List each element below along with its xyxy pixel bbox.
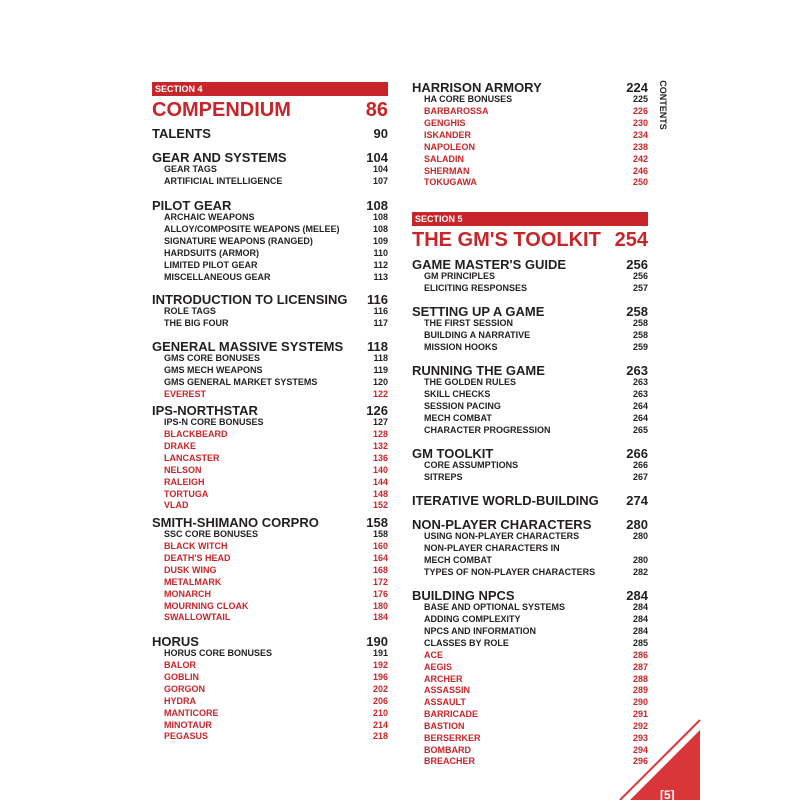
entry-page: 214 (372, 719, 388, 730)
entry-label: BASE AND OPTIONAL SYSTEMS (424, 602, 566, 613)
entry-page: 176 (372, 588, 388, 599)
entry-page: 286 (632, 649, 648, 660)
entry-label: HYDRA (164, 695, 197, 706)
entry-page: 152 (372, 500, 388, 511)
entry-label: GOBLIN (164, 672, 199, 683)
entry-page: 118 (373, 353, 388, 364)
entry-page: 242 (632, 153, 648, 164)
entry-label: ASSAULT (424, 697, 466, 708)
entry-page: 196 (372, 672, 388, 683)
contents-label: CONTENTS (658, 80, 668, 130)
entry-page: 112 (373, 259, 388, 270)
entry-label: BUILDING A NARRATIVE (424, 330, 531, 341)
heading-label: GAME MASTER'S GUIDE (412, 257, 567, 272)
entry-page: 230 (632, 118, 648, 129)
entry-page: 218 (372, 731, 388, 742)
entry-page: 259 (632, 342, 648, 353)
entry-label: VLAD (164, 500, 189, 511)
entry-label: CORE ASSUMPTIONS (424, 460, 519, 471)
entry-label: MONARCH (164, 588, 211, 599)
entry-label: ARTIFICIAL INTELLIGENCE (164, 176, 283, 187)
entry-page: 285 (632, 637, 648, 648)
entry-label: EVEREST (164, 388, 207, 399)
heading-label: GM TOOLKIT (412, 446, 494, 461)
entry-label: ASSASSIN (424, 685, 471, 696)
heading-page: 104 (366, 150, 388, 165)
entry-page: 265 (632, 424, 648, 435)
entry-page: 202 (372, 683, 388, 694)
entry-page: 107 (372, 176, 388, 187)
heading-label: GEAR AND SYSTEMS (152, 150, 287, 165)
heading-label: NON-PLAYER CHARACTERS (412, 517, 592, 532)
heading-label: PILOT GEAR (152, 198, 232, 213)
entry-label: NAPOLEON (424, 141, 476, 152)
entry-label: GORGON (164, 683, 206, 694)
entry-page: 108 (372, 212, 388, 223)
entry-label: NON-PLAYER CHARACTERS IN MECH COMBAT (424, 543, 560, 566)
entry-page: 148 (372, 488, 388, 499)
entry-label: NELSON (164, 464, 202, 475)
entry-label: IPS-N CORE BONUSES (164, 417, 264, 428)
entry-label: MANTICORE (164, 707, 219, 718)
entry-page: 246 (632, 165, 648, 176)
heading-label: INTRODUCTION TO LICENSING (152, 292, 348, 307)
entry-label: BREACHER (424, 756, 476, 767)
entry-page: 289 (632, 685, 648, 696)
entry-page: 256 (632, 271, 648, 282)
entry-page: 128 (372, 429, 388, 440)
entry-label: HARDSUITS (ARMOR) (164, 247, 259, 258)
entry-label: ELICITING RESPONSES (424, 283, 528, 294)
entry-page: 296 (632, 756, 648, 767)
heading-page: 256 (626, 257, 648, 272)
entry-page: 294 (632, 744, 648, 755)
entry-label: SWALLOWTAIL (164, 612, 231, 623)
entry-page: 288 (632, 673, 648, 684)
entry-label: SIGNATURE WEAPONS (RANGED) (164, 236, 313, 247)
entry-label: TOKUGAWA (424, 177, 477, 188)
entry-page: 110 (373, 247, 388, 258)
section-page: 86 (365, 99, 388, 121)
entry-page: 172 (372, 576, 388, 587)
entry-label: TORTUGA (164, 488, 209, 499)
entry-label: BLACK WITCH (164, 541, 228, 552)
entry-page: 168 (372, 564, 388, 575)
heading-label: GENERAL MASSIVE SYSTEMS (152, 339, 344, 354)
entry-label: SESSION PACING (424, 401, 501, 412)
entry-page: 282 (632, 566, 648, 577)
entry-page: 263 (632, 377, 648, 388)
entry-label: PEGASUS (164, 731, 209, 742)
entry-page: 164 (372, 553, 388, 564)
heading-label: ITERATIVE WORLD-BUILDING (412, 493, 599, 508)
heading-page: 116 (367, 292, 388, 307)
entry-label: RALEIGH (164, 476, 205, 487)
entry-label: NPCS AND INFORMATION (424, 626, 536, 637)
entry-label: AEGIS (424, 661, 453, 672)
entry-label: SHERMAN (424, 165, 470, 176)
entry-label: MISSION HOOKS (424, 342, 498, 353)
heading-page: 118 (367, 339, 388, 354)
entry-page: 287 (632, 661, 648, 672)
entry-page: 132 (372, 441, 388, 452)
section-5-label: SECTION 5 (412, 212, 648, 226)
heading-page: 284 (626, 588, 648, 603)
section-page: 254 (614, 229, 648, 251)
entry-page: 127 (372, 417, 388, 428)
entry-page: 109 (372, 236, 388, 247)
heading-page: 258 (626, 304, 648, 319)
entry-label: DRAKE (164, 441, 197, 452)
entry-page: 180 (372, 600, 388, 611)
page-number: [5] (660, 788, 675, 802)
entry-page: 290 (632, 697, 648, 708)
entry-label: BOMBARD (424, 744, 471, 755)
heading-label: IPS-NORTHSTAR (152, 403, 258, 418)
entry-label: GMS CORE BONUSES (164, 353, 261, 364)
entry-page: 284 (632, 614, 648, 625)
entry-page: 117 (373, 318, 388, 329)
entry-page: 263 (632, 389, 648, 400)
entry-page: 280 (632, 531, 648, 542)
entry-label: LIMITED PILOT GEAR (164, 259, 258, 270)
entry-label: DUSK WING (164, 564, 217, 575)
entry-label: SSC CORE BONUSES (164, 529, 259, 540)
entry-page: 206 (372, 695, 388, 706)
entry-label: GEAR TAGS (164, 164, 217, 175)
entry-label: BLACKBEARD (164, 429, 228, 440)
heading-page: 266 (626, 446, 648, 461)
heading-label: TALENTS (152, 126, 211, 141)
entry-label: MISCELLANEOUS GEAR (164, 271, 271, 282)
entry-label: BARRICADE (424, 709, 478, 720)
entry-label: LANCASTER (164, 452, 220, 463)
heading-page: 108 (366, 198, 388, 213)
entry-page: 234 (632, 129, 648, 140)
heading-page: 263 (626, 363, 648, 378)
entry-page: 267 (632, 472, 648, 483)
entry-label: ADDING COMPLEXITY (424, 614, 521, 625)
entry-page: 158 (372, 529, 388, 540)
entry-page: 258 (632, 330, 648, 341)
heading-label: SETTING UP A GAME (412, 304, 545, 319)
entry-label: BARBAROSSA (424, 106, 489, 117)
entry-page: 119 (373, 365, 388, 376)
heading-page: 274 (626, 493, 648, 508)
entry-label: ARCHER (424, 673, 463, 684)
section-title-text: COMPENDIUM (152, 99, 291, 121)
entry-label: METALMARK (164, 576, 222, 587)
entry-label: USING NON-PLAYER CHARACTERS (424, 531, 580, 542)
entry-label: GMS GENERAL MARKET SYSTEMS (164, 377, 318, 388)
entry-page: 104 (372, 164, 388, 175)
entry-label: CHARACTER PROGRESSION (424, 424, 551, 435)
entry-label: ALLOY/COMPOSITE WEAPONS (MELEE) (164, 224, 340, 235)
entry-label: ACE (424, 649, 444, 660)
entry-page: 257 (632, 283, 648, 294)
entry-page: 266 (632, 460, 648, 471)
entry-page: 140 (372, 464, 388, 475)
entry-label: GM PRINCIPLES (424, 271, 496, 282)
heading-label: HARRISON ARMORY (412, 80, 542, 95)
entry-page: 192 (372, 660, 388, 671)
entry-page: 120 (372, 377, 388, 388)
entry-page: 122 (372, 388, 388, 399)
heading-label: HORUS (152, 634, 199, 649)
entry-label: THE FIRST SESSION (424, 318, 514, 329)
entry-label: TYPES OF NON-PLAYER CHARACTERS (424, 566, 596, 577)
entry-page: 238 (632, 141, 648, 152)
entry-page: 108 (372, 224, 388, 235)
entry-label: GMS MECH WEAPONS (164, 365, 263, 376)
entry-label: ARCHAIC WEAPONS (164, 212, 255, 223)
entry-page: 226 (632, 106, 648, 117)
entry-page: 293 (632, 732, 648, 743)
heading-label: SMITH-SHIMANO CORPRO (152, 515, 319, 530)
heading-page: 90 (373, 126, 388, 141)
entry-label: SITREPS (424, 472, 463, 483)
entry-label: MINOTAUR (164, 719, 212, 730)
entry-label: HA CORE BONUSES (424, 94, 513, 105)
entry-label: BASTION (424, 720, 465, 731)
entry-page: 284 (632, 626, 648, 637)
entry-label: THE GOLDEN RULES (424, 377, 517, 388)
entry-page: 116 (373, 306, 388, 317)
entry-label: MOURNING CLOAK (164, 600, 249, 611)
entry-label: SALADIN (424, 153, 464, 164)
entry-label: DEATH'S HEAD (164, 553, 231, 564)
entry-label: ISKANDER (424, 129, 472, 140)
entry-page: 284 (632, 602, 648, 613)
entry-page: 291 (632, 709, 648, 720)
entry-label: GENGHIS (424, 118, 466, 129)
entry-page: 250 (632, 177, 648, 188)
entry-page: 184 (372, 612, 388, 623)
entry-label: SKILL CHECKS (424, 389, 491, 400)
heading-label: BUILDING NPCS (412, 588, 515, 603)
entry-page: 258 (632, 318, 648, 329)
section-4-label: SECTION 4 (152, 82, 388, 96)
entry-label: THE BIG FOUR (164, 318, 229, 329)
entry-label: BALOR (164, 660, 196, 671)
entry-page: 210 (372, 707, 388, 718)
entry-label: HORUS CORE BONUSES (164, 648, 273, 659)
section-title-text: THE GM'S TOOLKIT (412, 229, 601, 251)
entry-page: 292 (632, 720, 648, 731)
entry-page: 113 (373, 271, 388, 282)
entry-page: 264 (632, 401, 648, 412)
entry-label: CLASSES BY ROLE (424, 637, 509, 648)
heading-page: 158 (366, 515, 388, 530)
entry-page: 280 (632, 555, 648, 566)
entry-label: BERSERKER (424, 732, 481, 743)
heading-label: RUNNING THE GAME (412, 363, 545, 378)
entry-page: 160 (372, 541, 388, 552)
heading-page: 190 (366, 634, 388, 649)
heading-page: 224 (626, 80, 648, 95)
entry-page: 136 (372, 452, 388, 463)
entry-page: 191 (372, 648, 388, 659)
entry-page: 225 (632, 94, 648, 105)
heading-page: 280 (626, 517, 648, 532)
heading-page: 126 (366, 403, 388, 418)
entry-page: 144 (372, 476, 388, 487)
entry-label: MECH COMBAT (424, 412, 492, 423)
entry-page: 264 (632, 412, 648, 423)
entry-label: ROLE TAGS (164, 306, 216, 317)
